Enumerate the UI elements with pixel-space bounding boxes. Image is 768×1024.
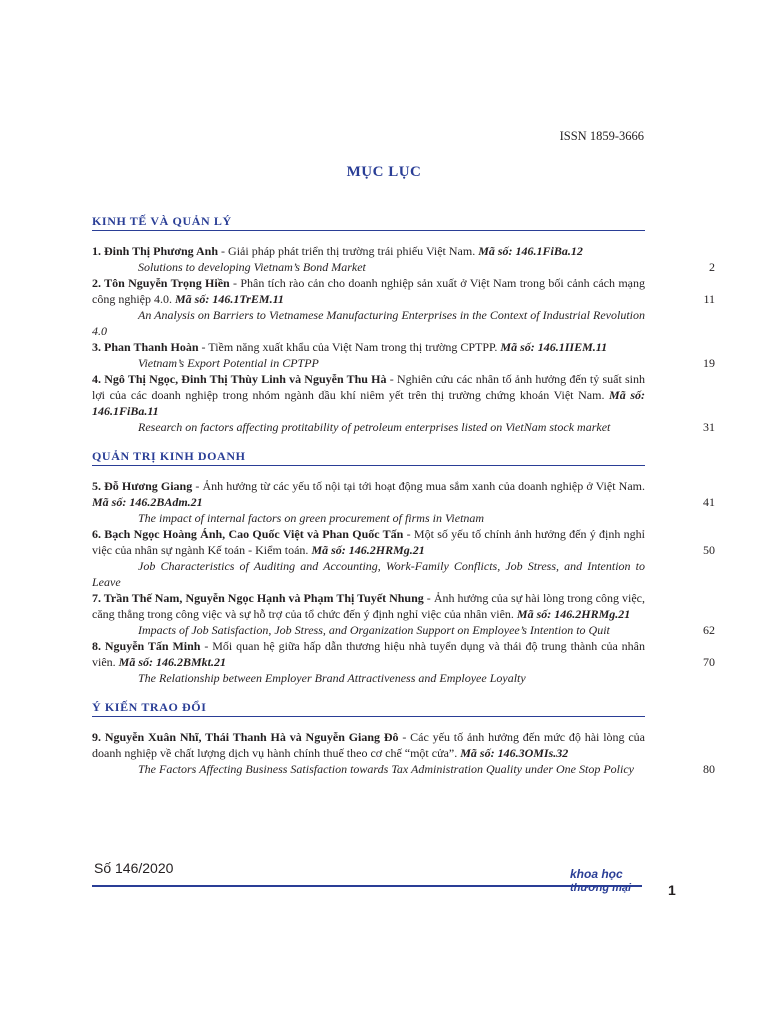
entry-page-number: 80: [703, 762, 715, 776]
entry-code: Mã số: 146.1IIEM.11: [500, 340, 608, 354]
table-of-contents: [92, 214, 715, 777]
entry-title-vn: - Giải pháp phát triển thị trường trái phiếu Việt Nam.: [218, 244, 479, 258]
entry-title-en: Vietnam’s Export Potential in CPTPP: [138, 356, 319, 370]
entry-page-number: 50: [703, 543, 715, 557]
entry-page-number: 70: [703, 655, 715, 669]
entry-title-vn: - Ảnh hưởng từ các yếu tố nội tại tới hoạt động mua sắm xanh của doanh nghiệp ở Việt Nam.: [192, 479, 645, 493]
section-heading: Ý KIẾN TRAO ĐỔI: [92, 700, 645, 717]
entry-authors: 5. Đỗ Hương Giang: [92, 479, 193, 493]
logo-line-2: thương mại: [570, 882, 632, 894]
entry-page-number: 41: [703, 495, 715, 509]
footer-divider: [92, 885, 642, 887]
entry-title-vn: - Phân tích rào cản cho doanh nghiệp sản xuất ở Việt Nam trong bối cảnh cách mạng công nghiệp 4.0.: [92, 276, 645, 306]
toc-entry[interactable]: [92, 526, 715, 590]
entry-code: Mã số: 146.2BAdm.21: [92, 495, 203, 509]
entry-page-number: 19: [703, 356, 715, 370]
toc-entry[interactable]: [92, 339, 715, 371]
entry-authors: 6. Bạch Ngọc Hoàng Ánh, Cao Quốc Việt và Phan Quốc Tấn: [92, 527, 404, 541]
entry-title-vn: - Một số yếu tố chính ảnh hưởng đến ý định nghỉ việc của nhân sự ngành Kế toán - Kiểm toán.: [92, 527, 645, 557]
entry-page-number: 62: [703, 623, 715, 637]
entry-title-vn: - Ảnh hưởng của sự hài lòng trong công việc, căng thẳng trong công việc và sự hỗ trợ của tổ chức đến ý định nghỉ việc của nhân viên.: [92, 591, 645, 621]
section-heading: QUẢN TRỊ KINH DOANH: [92, 449, 645, 466]
entry-page-number: 11: [703, 292, 715, 306]
entry-page-number: 2: [709, 260, 715, 274]
toc-entry[interactable]: [92, 478, 715, 526]
entry-title-vn: - Mối quan hệ giữa hấp dẫn thương hiệu nhà tuyển dụng và thái độ trung thành của nhân viên.: [92, 639, 645, 669]
entry-authors: 3. Phan Thanh Hoàn: [92, 340, 199, 354]
entry-title-en: The impact of internal factors on green procurement of firms in Vietnam: [138, 511, 485, 525]
journal-logo: [570, 867, 642, 903]
entry-code: Mã số: 146.3OMIs.32: [460, 746, 569, 760]
entry-title-en: Solutions to developing Vietnam’s Bond Market: [138, 260, 366, 274]
entry-title-en: The Relationship between Employer Brand Attractiveness and Employee Loyalty: [138, 671, 526, 685]
entry-code: Mã số: 146.1FiBa.11: [92, 388, 645, 418]
toc-entry[interactable]: [92, 275, 715, 339]
entry-authors: 7. Trần Thế Nam, Nguyễn Ngọc Hạnh và Phạm Thị Tuyết Nhung: [92, 591, 424, 605]
entry-code: Mã số: 146.2HRMg.21: [516, 607, 631, 621]
entry-title-en: The Factors Affecting Business Satisfaction towards Tax Administration Quality under One Stop Policy: [138, 762, 634, 776]
toc-entry[interactable]: [92, 243, 715, 275]
entry-code: Mã số: 146.2BMkt.21: [118, 655, 227, 669]
entry-title-vn: - Tiềm năng xuất khẩu của Việt Nam trong thị trường CPTPP.: [198, 340, 501, 354]
entry-authors: 4. Ngô Thị Ngọc, Đinh Thị Thùy Linh và Nguyễn Thu Hà: [92, 372, 387, 386]
section-heading: KINH TẾ VÀ QUẢN LÝ: [92, 214, 645, 231]
entry-page-number: 31: [703, 420, 715, 434]
entry-title-en: An Analysis on Barriers to Vietnamese Manufacturing Enterprises in the Context of Industrial Revolution 4.0: [92, 308, 645, 338]
entry-title-en: Impacts of Job Satisfaction, Job Stress, and Organization Support on Employee’s Intention to Quit: [138, 623, 610, 637]
entry-code: Mã số: 146.1FiBa.12: [478, 244, 583, 258]
issn-label: ISSN 1859-3666: [559, 129, 644, 143]
toc-entry[interactable]: [92, 371, 715, 435]
entry-authors: 9. Nguyễn Xuân Nhĩ, Thái Thanh Hà và Nguyễn Giang Đô: [92, 730, 399, 744]
toc-entry[interactable]: [92, 729, 715, 777]
entry-authors: 1. Đinh Thị Phương Anh: [92, 244, 219, 258]
entry-authors: 2. Tôn Nguyễn Trọng Hiền: [92, 276, 230, 290]
entry-title-en: Research on factors affecting protitability of petroleum enterprises listed on VietNam stock market: [138, 420, 611, 434]
entry-code: Mã số: 146.1TrEM.11: [175, 292, 284, 306]
entry-authors: 8. Nguyễn Tấn Minh: [92, 639, 201, 653]
entry-title-vn: - Nghiên cứu các nhân tố ảnh hưởng đến tỷ suất sinh lợi của các doanh nghiệp trong nhóm ngành dầu khí niêm yết trên thị trường chứng khoán Việt Nam.: [92, 372, 645, 402]
issue-number: Số 146/2020: [94, 860, 174, 876]
entry-code: Mã số: 146.2HRMg.21: [311, 543, 425, 557]
logo-line-1: khoa học: [570, 867, 623, 881]
entry-title-vn: - Các yếu tố ảnh hưởng đến mức độ hài lòng của doanh nghiệp về chất lượng dịch vụ hành chính thuế theo cơ chế “một cửa”.: [92, 730, 646, 760]
toc-entry[interactable]: [92, 638, 715, 686]
page-number: 1: [668, 882, 676, 898]
page-title: MỤC LỤC: [346, 164, 422, 180]
entry-title-en: Job Characteristics of Auditing and Accounting, Work-Family Conflicts, Job Stress, and Intention to Leave: [92, 559, 645, 589]
toc-entry[interactable]: [92, 590, 715, 638]
